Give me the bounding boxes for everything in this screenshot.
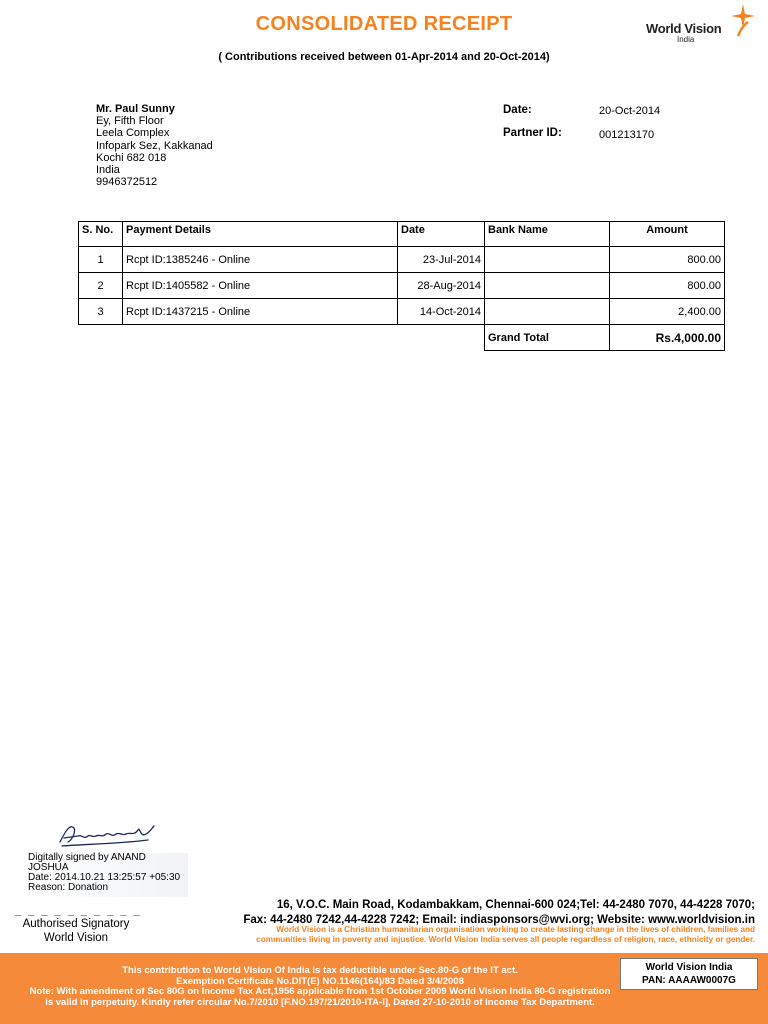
mission-line: communities living in poverty and injustice. World Vision India serves all people regardless of religion, race, ethnicity or gender. bbox=[256, 935, 755, 944]
office-address bbox=[230, 898, 755, 928]
address-line: India bbox=[96, 164, 120, 177]
payment-details: Rcpt ID:1385246 - Online bbox=[123, 247, 398, 273]
column-header: Bank Name bbox=[485, 222, 610, 247]
payment-details: Rcpt ID:1437215 - Online bbox=[123, 299, 398, 325]
address-line: Ey, Fifth Floor bbox=[96, 115, 164, 128]
amount: 800.00 bbox=[610, 247, 725, 273]
grand-total-value: Rs.4,000.00 bbox=[610, 325, 725, 351]
tax-notice-line: This contribution to World Vision Of India is tax deductible under Sec.80-G of the IT act. bbox=[122, 965, 518, 976]
table-row bbox=[79, 273, 725, 299]
table-row bbox=[79, 247, 725, 273]
payment-details: Rcpt ID:1405582 - Online bbox=[123, 273, 398, 299]
contribution-period: ( Contributions received between 01-Apr-2014 and 20-Oct-2014) bbox=[218, 51, 550, 63]
office-address-line: 16, V.O.C. Main Road, Kodambakkam, Chennai-600 024;Tel: 44-2480 7070, 44-4228 7070; bbox=[276, 899, 755, 911]
date-value: 20-Oct-2014 bbox=[599, 105, 661, 117]
serial-number: 1 bbox=[79, 247, 123, 273]
signature-line: _ _ _ _ _ _ _ _ _ _ bbox=[15, 905, 142, 917]
digital-signature-line: Date: 2014.10.21 13:25:57 +05:30 bbox=[28, 872, 181, 883]
digital-signature-line: Digitally signed by ANAND bbox=[28, 852, 146, 863]
serial-number: 3 bbox=[79, 299, 123, 325]
tax-footer bbox=[0, 953, 768, 1024]
signatory-org: World Vision bbox=[43, 932, 109, 944]
date-label: Date: bbox=[503, 104, 532, 116]
amount: 800.00 bbox=[610, 273, 725, 299]
tax-notice bbox=[0, 966, 640, 1008]
receipt-table bbox=[78, 221, 725, 351]
handwritten-signature bbox=[56, 820, 166, 854]
column-header: Amount bbox=[610, 222, 725, 247]
partner-id-label: Partner ID: bbox=[503, 127, 562, 139]
column-header: S. No. bbox=[79, 222, 123, 247]
tax-notice-line: Note: With amendment of Sec 80G on Income Tax Act,1956 applicable from 1st October 2009 World Vision India 80-G registration bbox=[29, 986, 611, 997]
world-vision-logo bbox=[644, 2, 760, 44]
office-contact-line: Fax: 44-2480 7242,44-4228 7242; Email: indiasponsors@wvi.org; Website: www.worldvision.in bbox=[243, 914, 755, 926]
bank-name bbox=[485, 247, 610, 273]
grand-total-label: Grand Total bbox=[485, 325, 610, 351]
phone-number: 9946372512 bbox=[96, 176, 158, 189]
payment-date: 23-Jul-2014 bbox=[398, 247, 485, 273]
bank-name bbox=[485, 299, 610, 325]
digital-signature-line: Reason: Donation bbox=[28, 882, 109, 893]
table-row bbox=[79, 299, 725, 325]
mission-statement bbox=[230, 925, 755, 945]
payment-date: 28-Aug-2014 bbox=[398, 273, 485, 299]
grand-total-row bbox=[79, 325, 725, 351]
pan-box bbox=[620, 958, 758, 990]
column-header: Payment Details bbox=[123, 222, 398, 247]
partner-id-value: 001213170 bbox=[599, 129, 655, 141]
column-header: Date bbox=[398, 222, 485, 247]
tax-notice-line: Exemption Certificate No.DIT(E) NO.1146(164)/83 Dated 3/4/2008 bbox=[176, 975, 464, 987]
signatory-title bbox=[15, 917, 137, 945]
star-icon bbox=[728, 2, 758, 40]
payment-date: 14-Oct-2014 bbox=[398, 299, 485, 325]
serial-number: 2 bbox=[79, 273, 123, 299]
tax-notice-line: is valid in perpetuity. Kindly refer circular No.7/2010 [F.NO.197/21/2010-ITA-I], Dated 27-10-2010 of Income Tax Department. bbox=[45, 996, 595, 1008]
address-line: Infopark Sez, Kakkanad bbox=[96, 139, 213, 152]
recipient-address bbox=[96, 103, 213, 188]
mission-line: World Vision is a Christian humanitarian organisation working to create lasting change in the lives of children, families and bbox=[276, 925, 755, 934]
amount: 2,400.00 bbox=[610, 299, 725, 325]
pan-org: World Vision India bbox=[645, 962, 733, 973]
digital-signature-block bbox=[28, 853, 188, 897]
address-line: Leela Complex bbox=[96, 127, 170, 140]
recipient-name: Mr. Paul Sunny bbox=[96, 103, 175, 115]
address-line: Kochi 682 018 bbox=[96, 151, 167, 164]
bank-name bbox=[485, 273, 610, 299]
logo-sub: India bbox=[677, 35, 695, 44]
digital-signature-line: JOSHUA bbox=[28, 862, 69, 873]
logo-name: World Vision bbox=[646, 21, 722, 36]
table-header-row bbox=[79, 222, 725, 247]
page-title: CONSOLIDATED RECEIPT bbox=[255, 13, 513, 35]
pan-number: PAN: AAAAW0007G bbox=[642, 975, 736, 986]
signatory-role: Authorised Signatory bbox=[22, 918, 130, 930]
